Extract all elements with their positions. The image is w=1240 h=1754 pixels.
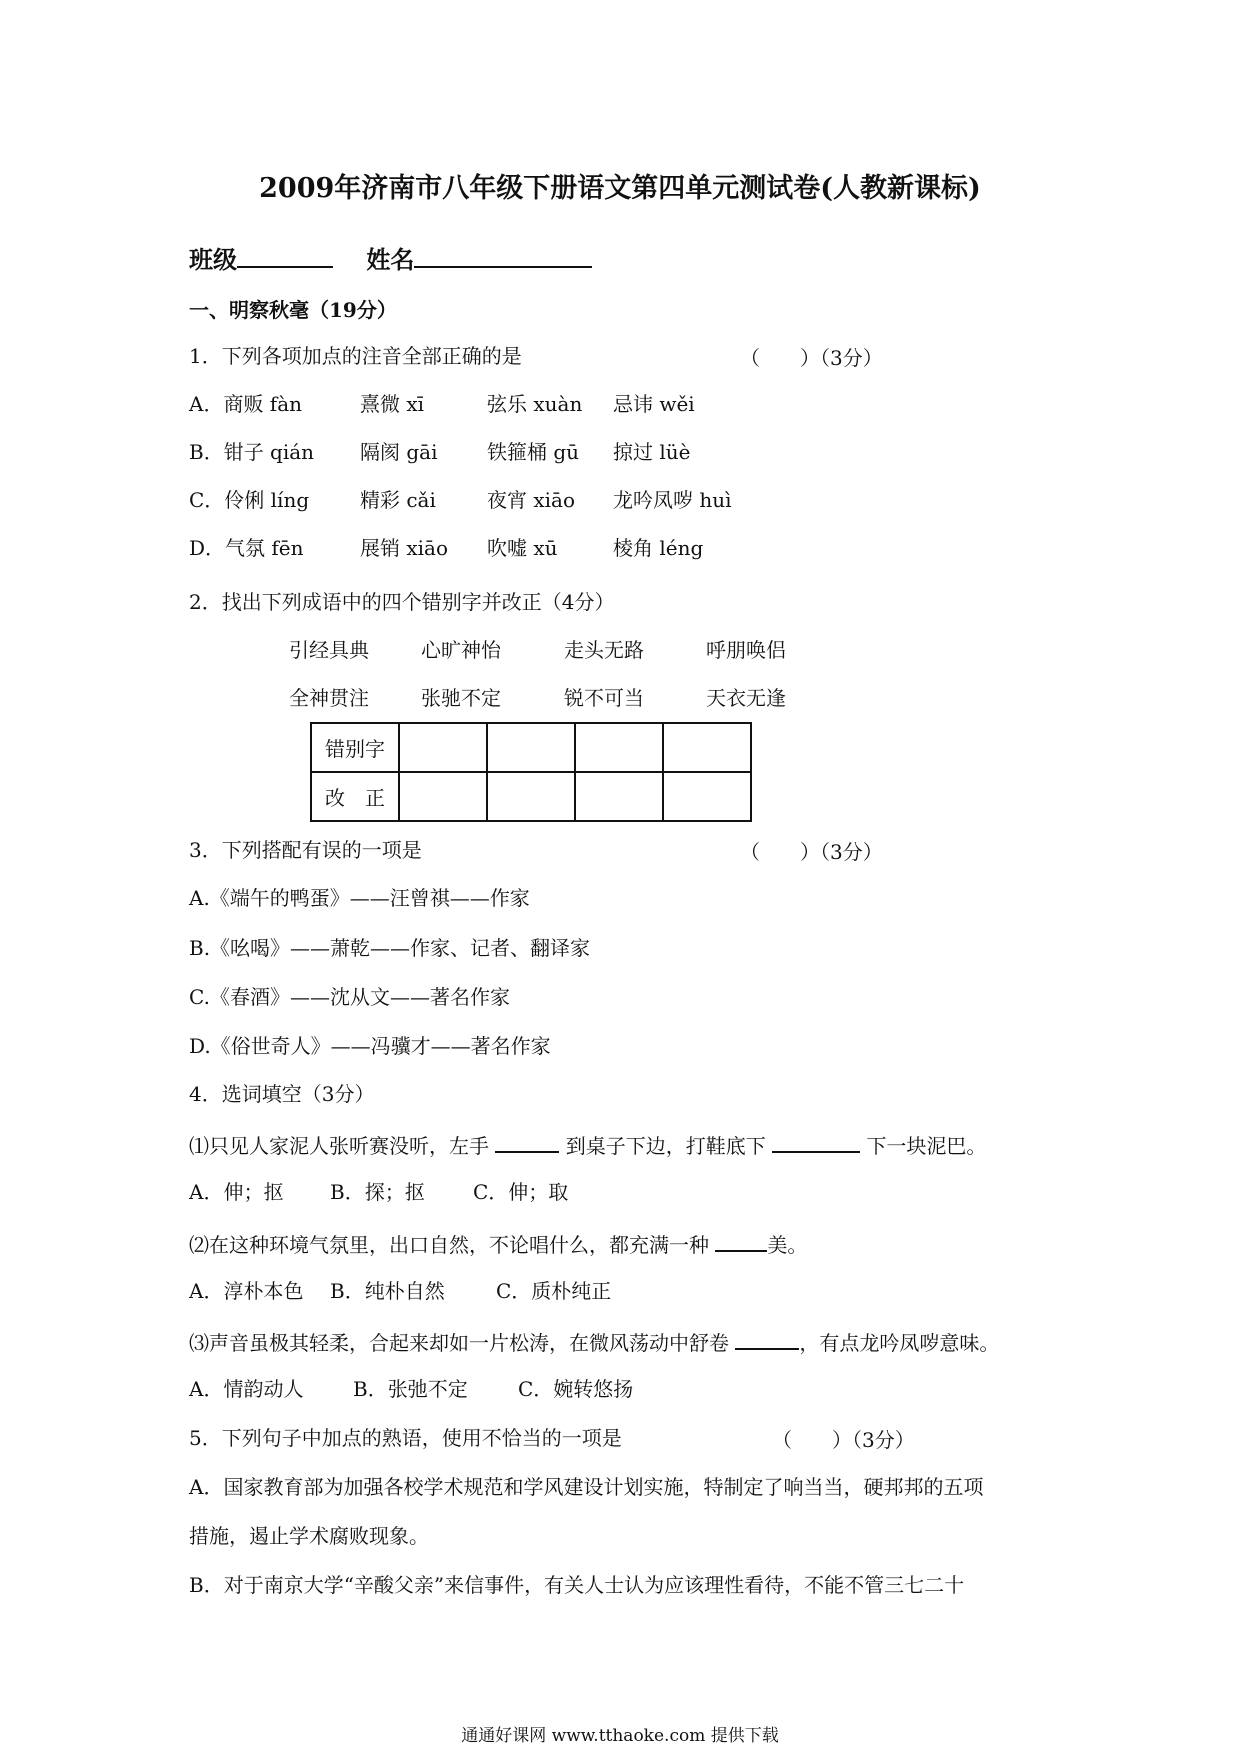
answer-cell[interactable] [399,772,487,821]
section-heading: 一、明察秋毫（19分） [189,298,397,322]
q1-d-1: D．气氛 fēn [189,536,304,560]
q3-option-a: A.《端午的鸭蛋》——汪曾祺——作家 [189,886,530,910]
q4-1-option-c: C．伸；取 [473,1180,569,1204]
q3-option-d: D.《俗世奇人》——冯骥才——著名作家 [189,1034,551,1058]
table-row [311,772,751,821]
page-footer: 通通好课网 www.tthaoke.com 提供下载 [461,1726,779,1746]
sentence-text: 下一块泥巴。 [866,1134,987,1158]
idiom: 心旷神怡 [421,638,501,662]
name-label: 姓名 [366,245,415,274]
q5-option-b-line1: B．对于南京大学“辛酸父亲”来信事件，有关人士认为应该理性看待，不能不管三七二十 [189,1573,965,1597]
q1-d-4: 棱角 léng [613,536,704,560]
q2-stem: 2．找出下列成语中的四个错别字并改正（4分） [189,590,615,614]
q3-answer-paren: （ ）（3分） [740,840,883,864]
name-blank [414,244,592,268]
idiom: 天衣无逢 [706,686,786,710]
q4-2-option-a: A．淳朴本色 [189,1279,304,1303]
q1-b-1: B．钳子 qián [189,440,315,464]
q1-b-2: 隔阂 gāi [360,440,438,464]
answer-cell[interactable] [487,772,575,821]
q1-c-3: 夜宵 xiāo [487,488,575,512]
correction-table [310,722,752,822]
idiom: 呼朋唤侣 [706,638,786,662]
q4-sentence-2 [189,1228,807,1259]
idiom: 引经具典 [289,638,369,662]
q1-b-4: 掠过 lüè [613,440,691,464]
fill-blank[interactable] [772,1129,860,1153]
q1-c-1: C．伶俐 líng [189,488,310,512]
q1-a-1: A．商贩 fàn [189,392,303,416]
q1-c-2: 精彩 cǎi [360,488,436,512]
q3-option-c: C.《春酒》——沈从文——著名作家 [189,985,510,1009]
sentence-text: 美。 [767,1233,808,1257]
class-blank [237,244,333,268]
sentence-text: ，有点龙吟凤哕意味。 [799,1331,1000,1355]
q4-2-option-b: B．纯朴自然 [330,1279,445,1303]
q5-option-a-line1: A．国家教育部为加强各校学术规范和学风建设计划实施，特制定了响当当，硬邦邦的五项 [189,1475,984,1499]
sentence-text: ⑴只见人家泥人张听赛没听，左手 [189,1134,489,1158]
answer-cell[interactable] [487,723,575,772]
q4-sentence-3 [189,1326,999,1357]
answer-cell[interactable] [575,723,663,772]
answer-cell[interactable] [399,723,487,772]
q4-stem: 4．选词填空（3分） [189,1082,375,1106]
sentence-text: 到桌子下边，打鞋底下 [565,1134,766,1158]
fill-blank[interactable] [735,1326,799,1350]
q3-stem: 3．下列搭配有误的一项是 [189,838,422,862]
fill-blank[interactable] [495,1129,559,1153]
fill-blank[interactable] [715,1228,767,1252]
student-info [189,244,592,274]
class-label: 班级 [189,245,237,274]
q1-d-3: 吹嘘 xū [487,536,558,560]
q4-sentence-1 [189,1129,986,1160]
q5-answer-paren: （ ）（3分） [772,1428,915,1452]
q1-a-3: 弦乐 xuàn [487,392,583,416]
q1-a-4: 忌讳 wěi [613,392,695,416]
idiom: 张驰不定 [421,686,501,710]
q4-3-option-b: B．张弛不定 [353,1377,468,1401]
q4-3-option-c: C．婉转悠扬 [518,1377,634,1401]
q3-option-b: B.《吆喝》——萧乾——作家、记者、翻译家 [189,936,591,960]
q5-stem: 5．下列句子中加点的熟语，使用不恰当的一项是 [189,1426,622,1450]
sentence-text: ⑵在这种环境气氛里，出口自然，不论唱什么，都充满一种 [189,1233,709,1257]
q1-c-4: 龙吟凤哕 huì [613,488,732,512]
correction-label: 改 正 [311,772,399,821]
q1-d-2: 展销 xiāo [360,536,448,560]
q1-a-2: 熹微 xī [360,392,425,416]
sentence-text: ⑶声音虽极其轻柔，合起来却如一片松涛，在微风荡动中舒卷 [189,1331,729,1355]
idiom: 全神贯注 [289,686,369,710]
q4-1-option-b: B．探；抠 [330,1180,425,1204]
q1-b-3: 铁箍桶 gū [487,440,580,464]
q4-2-option-c: C．质朴纯正 [496,1279,612,1303]
answer-cell[interactable] [663,772,751,821]
q4-3-option-a: A．情韵动人 [189,1377,304,1401]
page-title: 2009年济南市八年级下册语文第四单元测试卷(人教新课标) [259,173,981,204]
q1-answer-paren: （ ）（3分） [740,346,883,370]
idiom: 走头无路 [564,638,644,662]
q4-1-option-a: A．伸；抠 [189,1180,284,1204]
table-row [311,723,751,772]
idiom: 锐不可当 [564,686,644,710]
answer-cell[interactable] [575,772,663,821]
q5-option-a-line2: 措施，遏止学术腐败现象。 [189,1524,429,1548]
wrong-char-label: 错别字 [311,723,399,772]
answer-cell[interactable] [663,723,751,772]
q1-stem: 1．下列各项加点的注音全部正确的是 [189,344,522,368]
